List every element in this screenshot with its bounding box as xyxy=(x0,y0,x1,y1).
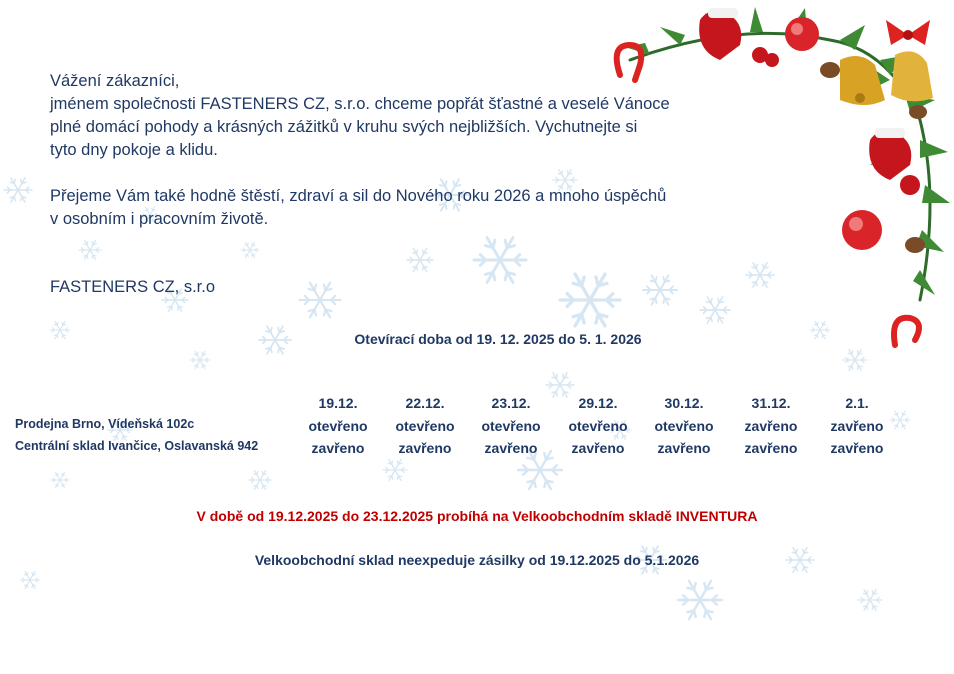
day-status-ivancice: zavřeno xyxy=(571,440,625,456)
location-list xyxy=(15,413,258,457)
snowflake-icon xyxy=(4,178,32,202)
day-date: 23.12. xyxy=(491,395,531,411)
day-status-brno: otevřeno xyxy=(395,417,455,434)
greeting-line-4: Přejeme Vám také hodně štěstí, zdraví a sil do Nového roku 2026 a mnoho úspěchů xyxy=(50,187,667,205)
shipping-notice: Velkoobchodní sklad neexpeduje zásilky od 19.12.2025 do 5.1.2026 xyxy=(254,552,700,568)
day-date: 30.12. xyxy=(664,395,704,411)
snowflake-icon xyxy=(20,571,40,588)
day-column xyxy=(817,392,897,460)
day-status-brno: zavřeno xyxy=(744,417,798,434)
day-column xyxy=(298,392,378,460)
day-date: 22.12. xyxy=(405,395,445,411)
greeting-line-1: jménem společnosti FASTENERS CZ, s.r.o. chceme popřát šťastné a veselé Vánoce xyxy=(50,95,670,113)
snowflake-icon xyxy=(383,460,407,481)
day-status-brno: zavřeno xyxy=(830,417,884,434)
day-status-brno: otevřeno xyxy=(308,417,368,434)
location-ivancice: Centrální sklad Ivančice, Oslavanská 942 xyxy=(15,439,259,453)
location-brno: Prodejna Brno, Vídeňská 102c xyxy=(15,417,195,431)
day-status-ivancice: zavřeno xyxy=(830,440,884,456)
snowflake-icon xyxy=(249,470,271,489)
greeting-signature: FASTENERS CZ, s.r.o xyxy=(50,278,216,296)
snowflake-icon xyxy=(51,472,69,488)
day-status-ivancice: zavřeno xyxy=(311,440,365,456)
greeting-line-5: v osobním i pracovním životě. xyxy=(50,210,269,228)
day-column xyxy=(385,392,465,460)
day-status-brno: otevřeno xyxy=(568,417,628,434)
day-column xyxy=(471,392,551,460)
day-column xyxy=(731,392,811,460)
inventory-notice: V době od 19.12.2025 do 23.12.2025 probíhá na Velkoobchodním skladě INVENTURA xyxy=(196,508,758,524)
snowflake-icon xyxy=(678,581,722,619)
day-status-ivancice: zavřeno xyxy=(657,440,711,456)
day-date: 31.12. xyxy=(751,395,791,411)
day-status-brno: otevřeno xyxy=(654,417,714,434)
day-date: 19.12. xyxy=(318,395,358,411)
day-status-brno: otevřeno xyxy=(481,417,541,434)
day-column xyxy=(644,392,724,460)
day-status-ivancice: zavřeno xyxy=(398,440,452,456)
snowflake-icon xyxy=(190,351,210,368)
greeting-salutation: Vážení zákazníci, xyxy=(50,72,180,90)
opening-hours-title: Otevírací doba od 19. 12. 2025 do 5. 1. 2026 xyxy=(354,331,642,347)
day-column xyxy=(558,392,638,460)
day-status-ivancice: zavřeno xyxy=(484,440,538,456)
day-date: 29.12. xyxy=(578,395,618,411)
day-date: 2.1. xyxy=(845,395,869,411)
greeting-text xyxy=(50,70,770,299)
day-status-ivancice: zavřeno xyxy=(744,440,798,456)
greeting-line-3: tyto dny pokoje a klidu. xyxy=(50,141,218,159)
greeting-line-2: plné domácí pohody a krásných zážitků v kruhu svých nejbližších. Vychutnejte si xyxy=(50,118,638,136)
snowflake-icon xyxy=(858,590,882,611)
